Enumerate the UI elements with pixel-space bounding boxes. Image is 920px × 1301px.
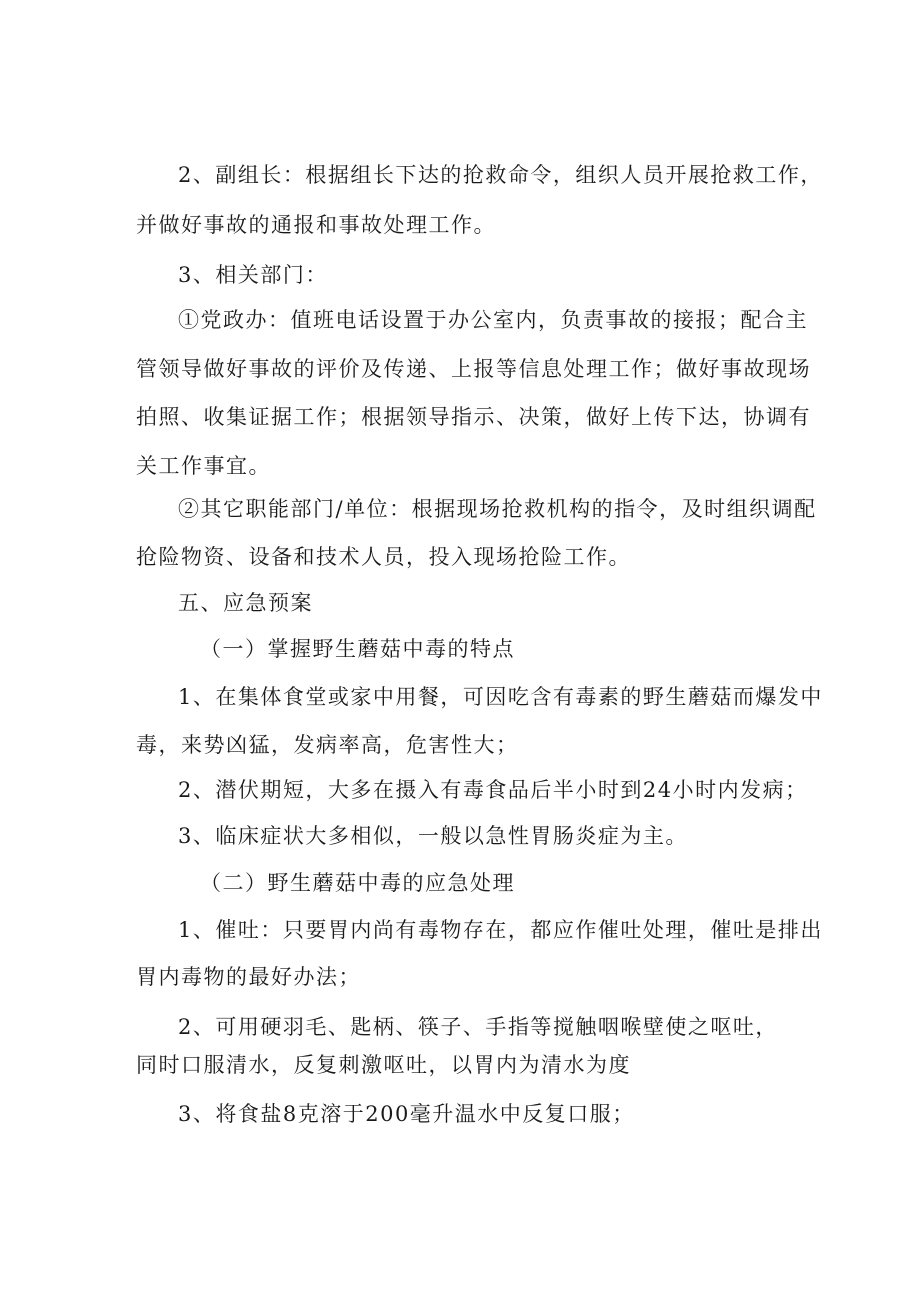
paragraph-characteristic-2: 2、潜伏期短，大多在摄入有毒食品后半小时到24小时内发病； (178, 778, 808, 802)
paragraph-treatment-3: 3、将食盐8克溶于200毫升温水中反复口服； (178, 1102, 635, 1126)
paragraph-party-office-line-2: 管领导做好事故的评价及传递、上报等信息处理工作；做好事故现场 (136, 357, 811, 381)
paragraph-treatment-2-line-2: 同时口服清水，反复刺激呕吐，以胃内为清水为度 (136, 1053, 631, 1077)
subheading-poisoning-characteristics: （一）掌握野生蘑菇中毒的特点 (200, 637, 515, 661)
paragraph-treatment-2-line-1: 2、可用硬羽毛、匙柄、筷子、手指等搅触咽喉壁使之呕吐， (178, 1015, 778, 1039)
paragraph-characteristic-1-line-1: 1、在集体食堂或家中用餐，可因吃含有毒素的野生蘑菇而爆发中 (178, 685, 823, 709)
paragraph-other-departments-line-1: ②其它职能部门/单位：根据现场抢救机构的指令，及时组织调配 (178, 497, 817, 521)
paragraph-other-departments-line-2: 抢险物资、设备和技术人员，投入现场抢险工作。 (136, 545, 631, 569)
subheading-emergency-treatment: （二）野生蘑菇中毒的应急处理 (200, 871, 515, 895)
paragraph-characteristic-1-line-2: 毒，来势凶猛，发病率高，危害性大； (136, 733, 519, 757)
paragraph-party-office-line-3: 拍照、收集证据工作；根据领导指示、决策，做好上传下达，协调有 (136, 405, 811, 429)
paragraph-deputy-leader-line-2: 并做好事故的通报和事故处理工作。 (136, 213, 496, 237)
paragraph-party-office-line-4: 关工作事宜。 (136, 454, 271, 478)
paragraph-characteristic-3: 3、临床症状大多相似，一般以急性胃肠炎症为主。 (178, 824, 688, 848)
paragraph-related-departments: 3、相关部门： (178, 263, 328, 287)
paragraph-deputy-leader-line-1: 2、副组长：根据组长下达的抢救命令，组织人员开展抢救工作， (178, 163, 823, 187)
heading-emergency-plan: 五、应急预案 (178, 591, 313, 615)
paragraph-treatment-1-line-1: 1、催吐：只要胃内尚有毒物存在，都应作催吐处理，催吐是排出 (178, 918, 823, 942)
paragraph-treatment-1-line-2: 胃内毒物的最好办法； (136, 965, 361, 989)
paragraph-party-office-line-1: ①党政办：值班电话设置于办公室内，负责事故的接报；配合主 (178, 308, 808, 332)
